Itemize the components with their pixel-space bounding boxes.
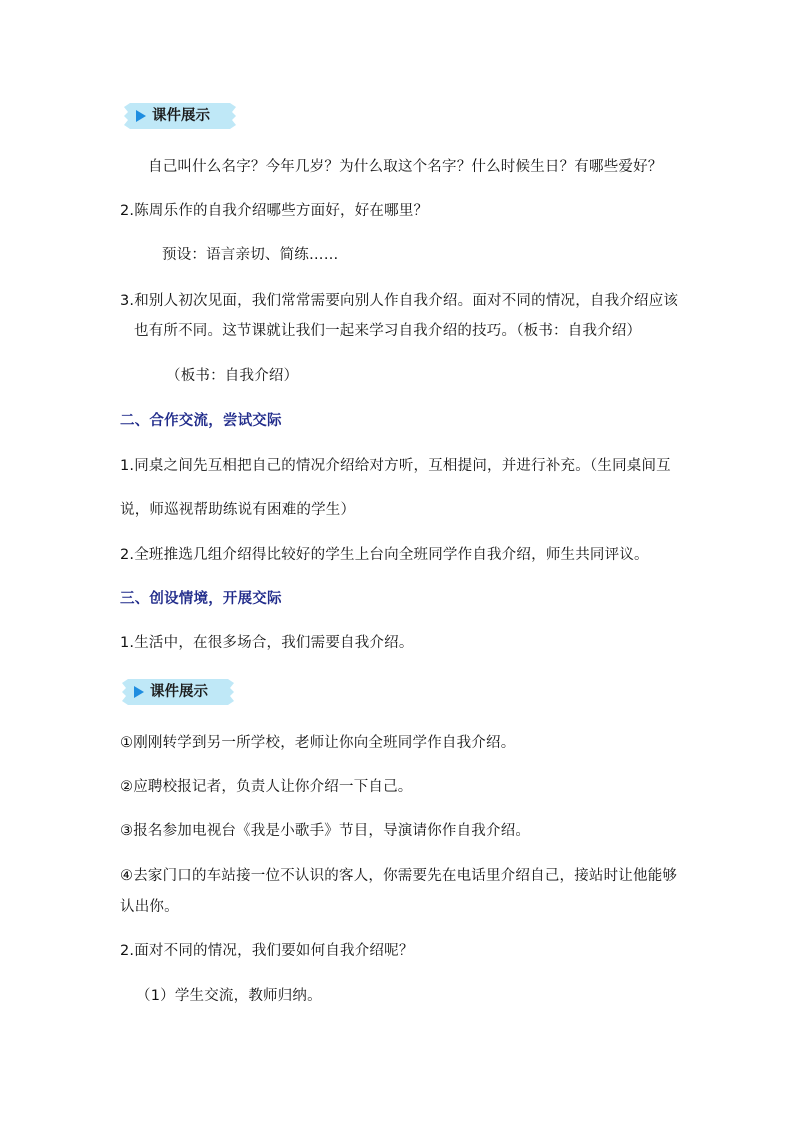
play-triangle-icon	[134, 686, 144, 698]
play-triangle-icon	[136, 110, 146, 122]
section2-paragraph-1-line-2: 说，师巡视帮助练说有困难的学生）	[120, 502, 356, 518]
section2-paragraph-2: 2.全班推选几组介绍得比较好的学生上台向全班同学作自我介绍，师生共同评议。	[120, 547, 649, 563]
section3-paragraph-1: 1.生活中，在很多场合，我们需要自我介绍。	[120, 635, 414, 651]
section-heading-2: 二、合作交流，尝试交际	[120, 413, 282, 429]
question-line: 自己叫什么名字？今年几岁？为什么取这个名字？什么时候生日？有哪些爱好？	[148, 159, 663, 175]
paragraph-3-line-2: 也有所不同。这节课就让我们一起来学习自我介绍的技巧。（板书：自我介绍）	[134, 323, 642, 339]
list-item: ①刚刚转学到另一所学校，老师让你向全班同学作自我介绍。	[120, 735, 516, 751]
section3-sub-item: （1）学生交流，教师归纳。	[136, 988, 322, 1004]
section-heading-3: 三、创设情境，开展交际	[120, 591, 282, 607]
badge-label: 课件展示	[150, 684, 208, 700]
paragraph-3-line-1: 3.和别人初次见面，我们常常需要向别人作自我介绍。面对不同的情况，自我介绍应该	[120, 293, 679, 309]
list-item-4-line-1: ④去家门口的车站接一位不认识的客人，你需要先在电话里介绍自己，接站时让他能够	[120, 868, 678, 884]
section2-paragraph-1-line-1: 1.同桌之间先互相把自己的情况介绍给对方听，互相提问，并进行补充。（生同桌间互	[120, 458, 671, 474]
courseware-badge	[122, 679, 234, 705]
badge-label: 课件展示	[152, 108, 210, 124]
courseware-badge	[124, 103, 236, 129]
section3-paragraph-2: 2.面对不同的情况，我们要如何自我介绍呢？	[120, 943, 414, 959]
board-note: （板书：自我介绍）	[166, 368, 299, 384]
preset-line: 预设：语言亲切、简练……	[162, 247, 339, 263]
list-item-4-line-2: 认出你。	[120, 899, 179, 915]
list-item: ③报名参加电视台《我是小歌手》节目，导演请你作自我介绍。	[120, 823, 531, 839]
list-item: ②应聘校报记者，负责人让你介绍一下自己。	[120, 779, 413, 795]
paragraph-2: 2.陈周乐作的自我介绍哪些方面好，好在哪里？	[120, 203, 429, 219]
